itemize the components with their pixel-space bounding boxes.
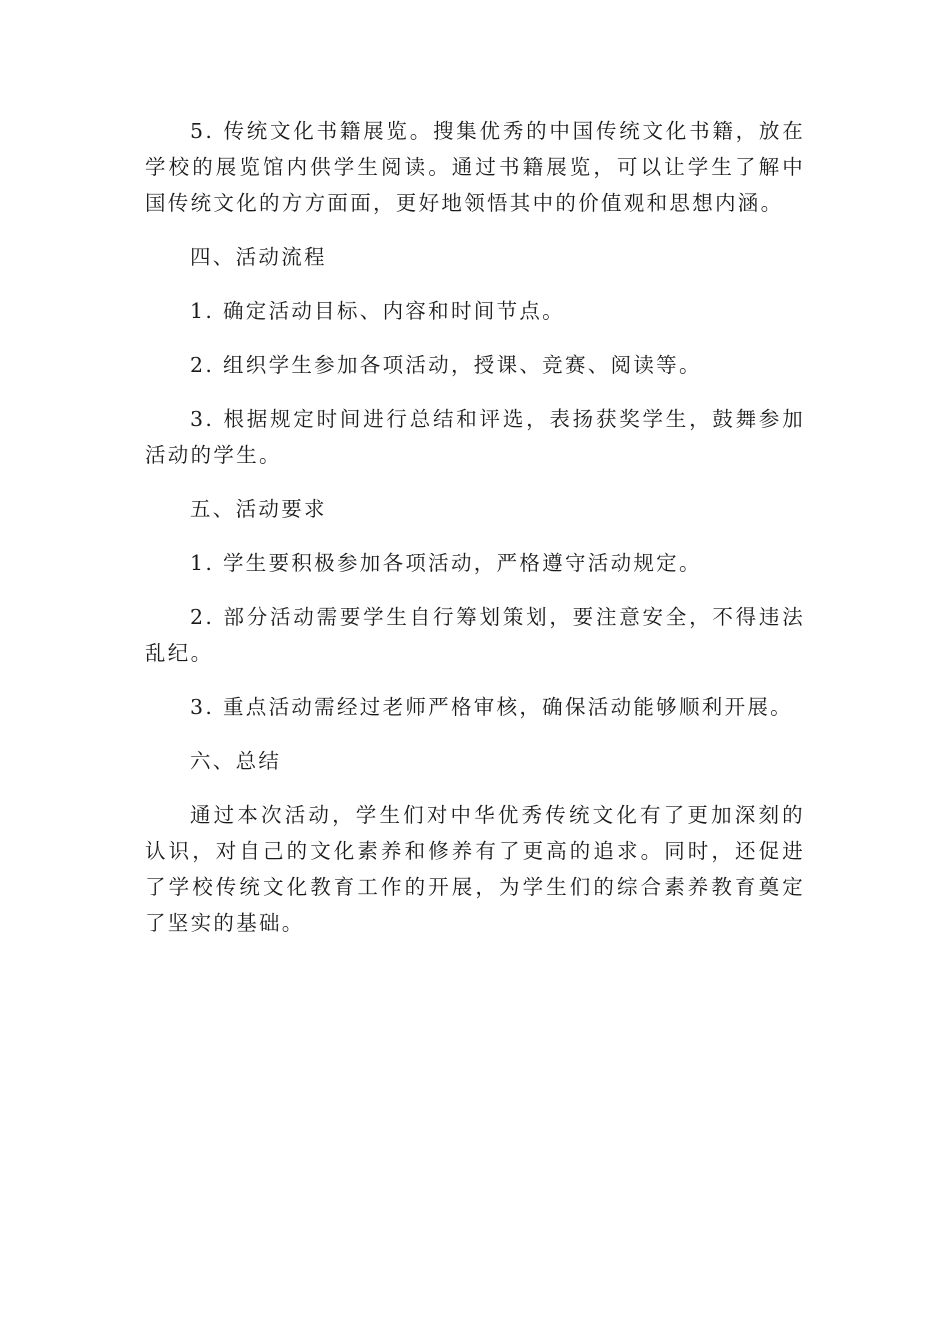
document-body [145,113,805,959]
heading-summary: 六、总结 [190,749,282,773]
process-item-2: 2. 组织学生参加各项活动，授课、竞赛、阅读等。 [190,353,702,377]
heading-activity-process: 四、活动流程 [190,245,327,269]
process-item-1: 1. 确定活动目标、内容和时间节点。 [190,299,565,323]
requirement-item-2: 2. 部分活动需要学生自行筹划策划，要注意安全，不得违法乱纪。 [145,605,805,665]
summary-paragraph: 通过本次活动，学生们对中华优秀传统文化有了更加深刻的认识，对自己的文化素养和修养有了更高的追求。同时，还促进了学校传统文化教育工作的开展，为学生们的综合素养教育奠定了坚实的基础。 [145,803,805,935]
process-item-3: 3. 根据规定时间进行总结和评选，表扬获奖学生，鼓舞参加活动的学生。 [145,407,805,467]
paragraph-book-exhibition: 5. 传统文化书籍展览。搜集优秀的中国传统文化书籍，放在学校的展览馆内供学生阅读。通过书籍展览，可以让学生了解中国传统文化的方方面面，更好地领悟其中的价值观和思想内涵。 [145,119,805,215]
requirement-item-1: 1. 学生要积极参加各项活动，严格遵守活动规定。 [190,551,702,575]
heading-activity-requirements: 五、活动要求 [190,497,327,521]
requirement-item-3: 3. 重点活动需经过老师严格审核，确保活动能够顺利开展。 [190,695,793,719]
